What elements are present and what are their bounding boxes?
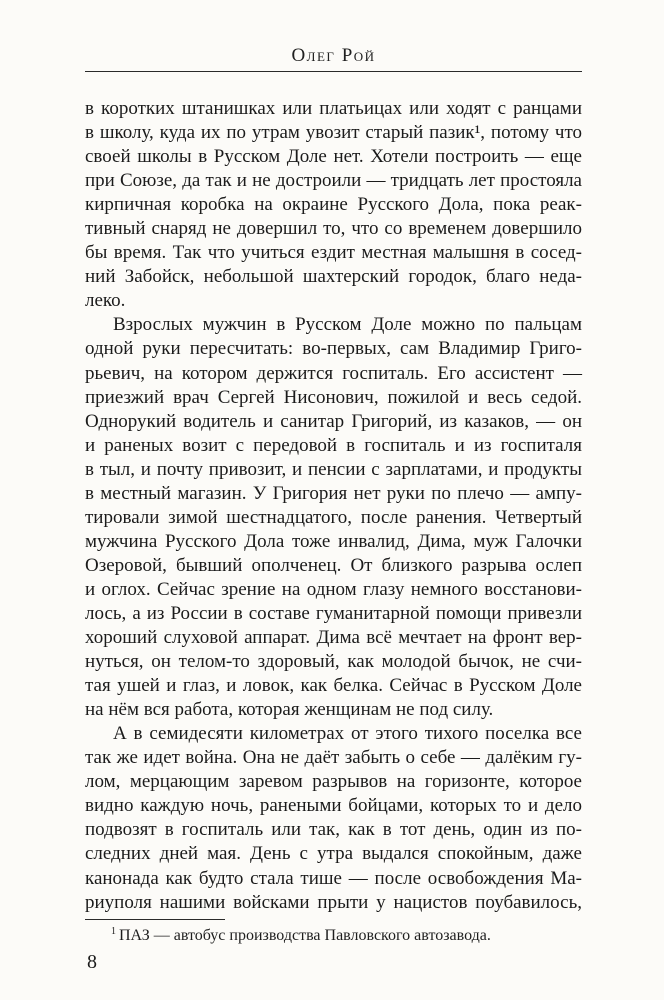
footnote-marker: 1 (111, 925, 116, 937)
text-line: тая ушей и глаз, и ловок, как белка. Сейчас в Русском Доле (85, 675, 582, 697)
header-rule (85, 71, 582, 72)
text-line: лось, а из России в составе гуманитарной помощи привезли (85, 602, 582, 624)
text-line: подвозят в госпиталь или так, как в тот день, один из по- (85, 819, 582, 841)
text-line: так же идет война. Она не даёт забыть о себе — далёким гу- (85, 747, 582, 769)
footnote (85, 926, 582, 946)
text-line: тировали зимой шестнадцатого, после ранения. Четвертый (85, 506, 582, 528)
text-line: канонада как будто стала тише — после освобождения Ма- (85, 867, 582, 889)
footnote-rule (85, 919, 225, 920)
text-line: А в семидесяти километрах от этого тихого поселка все (113, 723, 582, 745)
text-line: в местный магазин. У Григория нет руки по плечо — ампу- (85, 482, 582, 504)
footnote-text: ПАЗ — автобус производства Павловского автозавода. (119, 927, 491, 944)
text-line: видно каждую ночь, ранеными бойцами, которых то и дело (85, 795, 582, 817)
text-line: на нём вся работа, которая женщинам не под силу. (85, 699, 494, 721)
text-line: тивный снаряд не довершил то, что со временем довершило (85, 218, 582, 240)
text-line: своей школы в Русском Доле нет. Хотели построить — еще (85, 146, 582, 168)
text-line: кирпичная коробка на окраине Русского Дола, пока реак- (85, 194, 582, 216)
text-line: мужчина Русского Дола тоже инвалид, Дима, муж Галочки (85, 530, 582, 552)
text-line: приезжий врач Сергей Нисонович, пожилой и весь седой. (85, 386, 582, 408)
text-line: в школу, куда их по утрам увозит старый пазик¹, потому что (85, 122, 582, 144)
text-line: хороший слуховой аппарат. Дима всё мечтает на фронт вер- (85, 627, 582, 649)
text-line: Озеровой, бывший ополченец. От близкого разрыва ослеп (85, 554, 582, 576)
running-header: Олег Рой (291, 45, 376, 66)
text-line: риуполя нашими войсками прыти у нацистов поубавилось, (85, 891, 582, 913)
text-line: бы время. Так что учиться ездит местная малышня в сосед- (85, 242, 582, 264)
text-line: рьевич, на котором держится госпиталь. Его ассистент — (85, 362, 582, 384)
body-text (85, 97, 582, 915)
text-line: при Союзе, да так и не достроили — тридцать лет простояла (85, 170, 582, 192)
text-line: в коротких штанишках или платьицах или ходят с ранцами (85, 98, 582, 119)
text-line: в тыл, и почту привозит, и пенсии с зарплатами, и продукты (85, 458, 582, 480)
text-line: лом, мерцающим заревом разрывов на горизонте, которое (85, 771, 582, 793)
text-line: Взрослых мужчин в Русском Доле можно по пальцам (113, 314, 582, 336)
text-line: следних дней мая. День с утра выдался спокойным, даже (85, 843, 582, 865)
text-line: нуться, он телом-то здоровый, как молодой бычок, не счи- (85, 651, 582, 673)
text-line: и оглох. Сейчас зрение на одном глазу немного восстанови- (85, 578, 582, 600)
text-line: Однорукий водитель и санитар Григорий, из казаков, — он (85, 410, 582, 432)
text-line: леко. (85, 290, 126, 312)
text-line: одной руки пересчитать: во-первых, сам Владимир Григо- (85, 338, 582, 360)
text-line: ний Забойск, небольшой шахтерский городок, благо неда- (85, 266, 582, 288)
page-number: 8 (87, 951, 97, 973)
text-line: и раненых возит с передовой в госпиталь и из госпиталя (85, 434, 582, 456)
